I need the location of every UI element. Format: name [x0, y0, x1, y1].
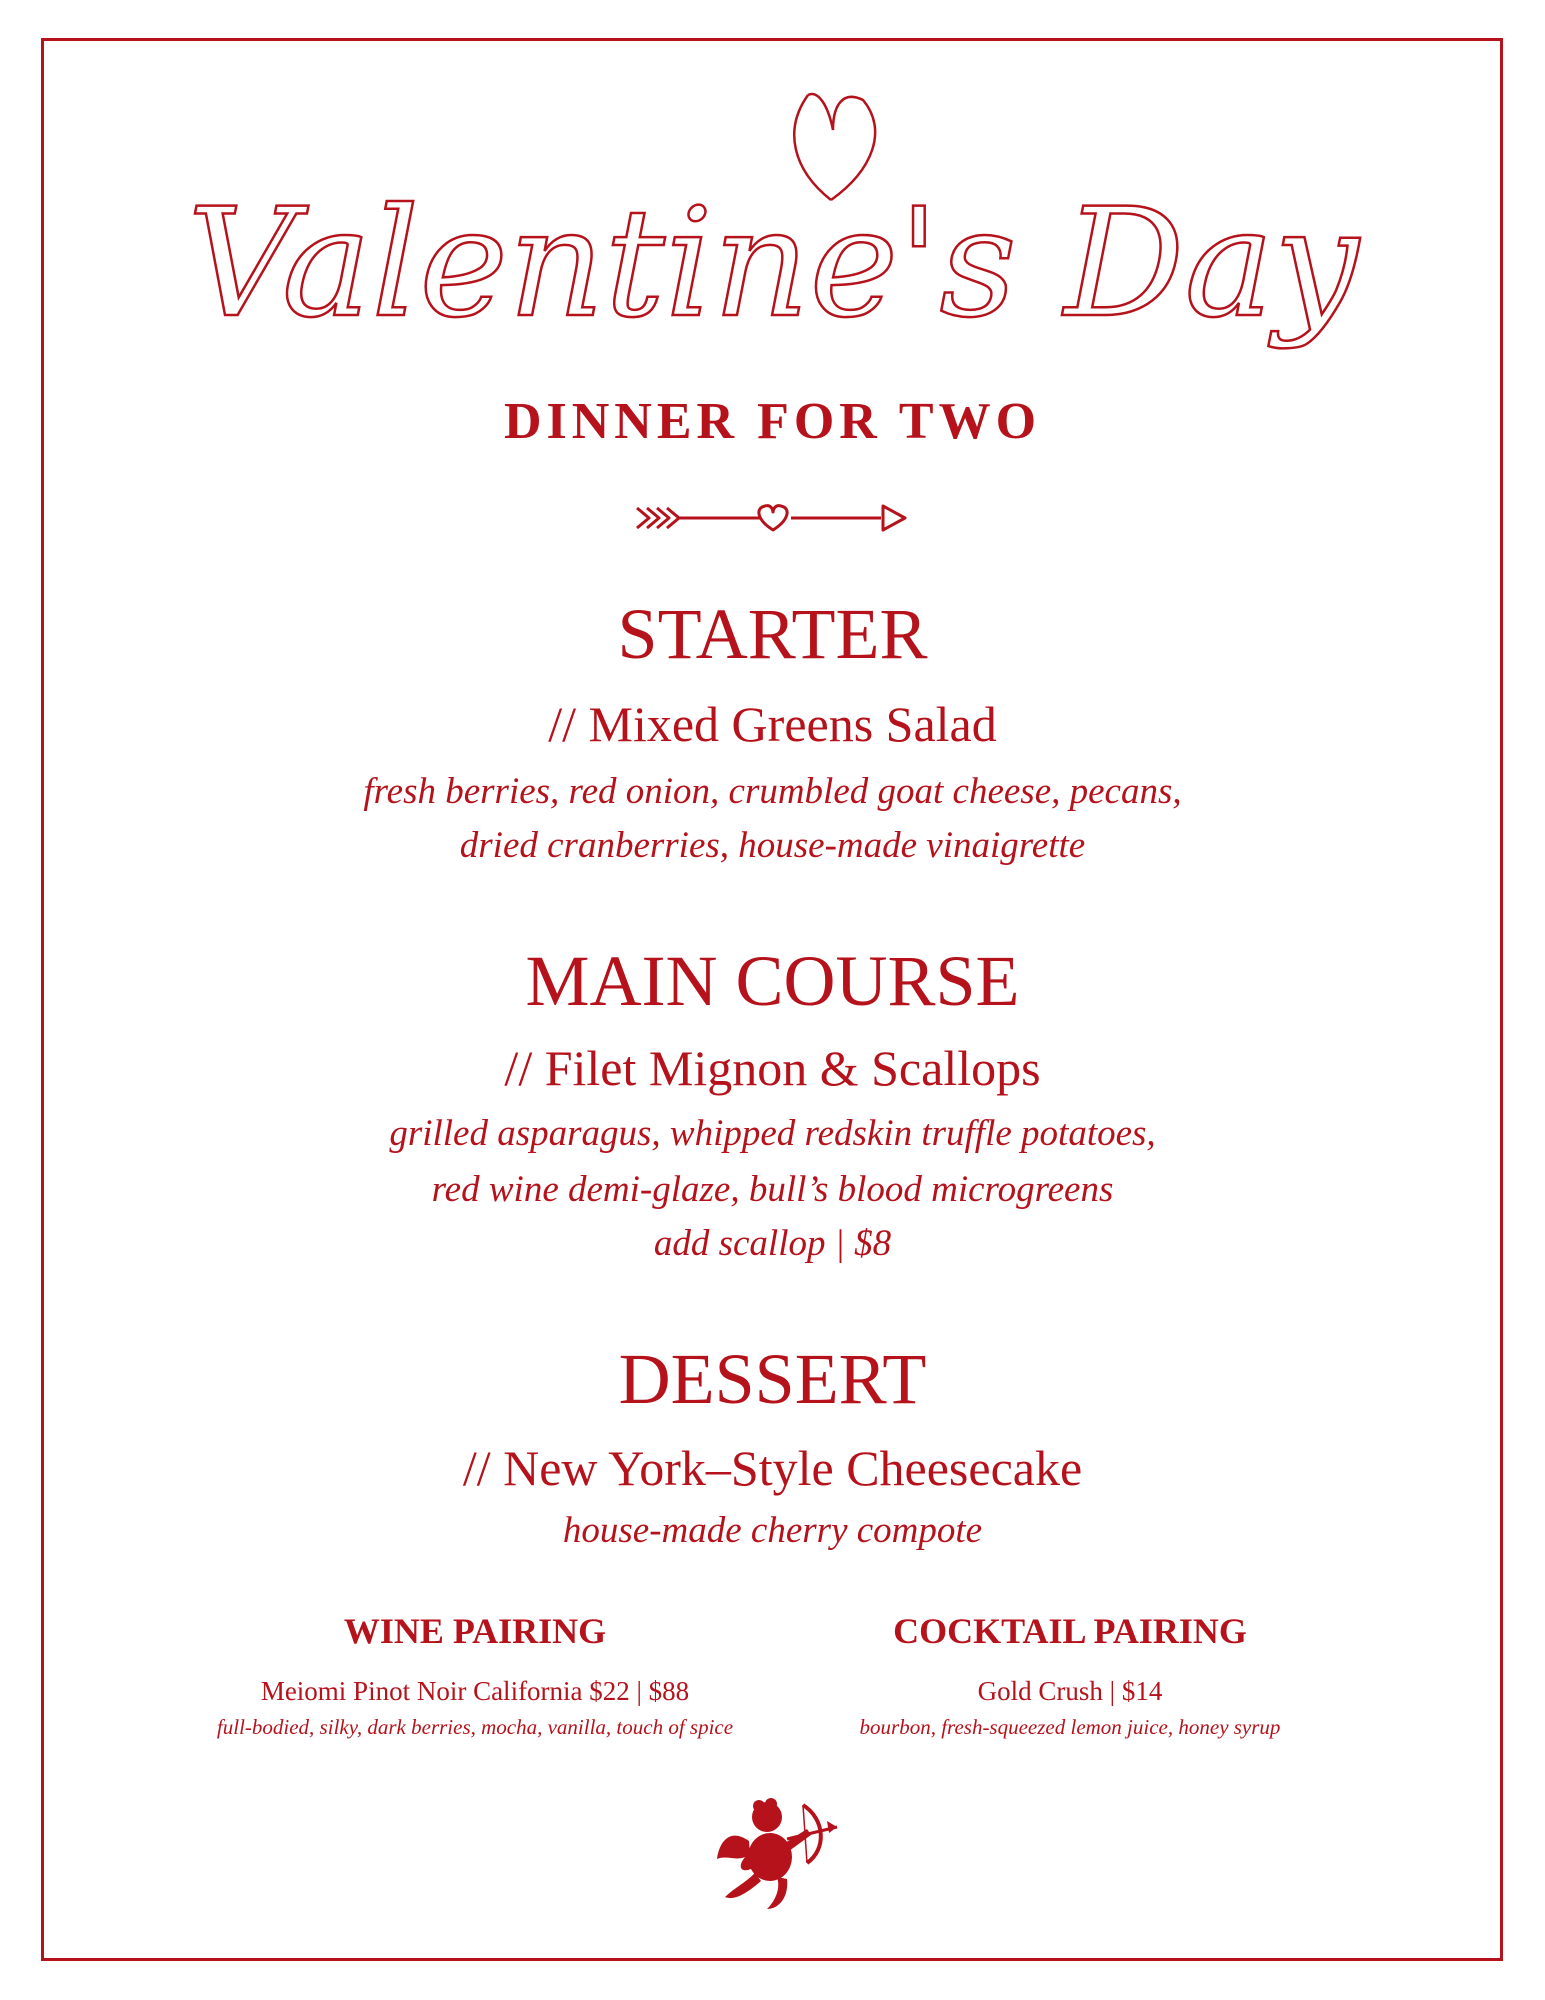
dish-dessert: // New York–Style Cheesecake — [462, 1440, 1083, 1496]
dish-main-course: // Filet Mignon & Scallops — [504, 1040, 1041, 1096]
section-title-dessert: DESSERT — [618, 1339, 927, 1419]
arrow-heart-divider-icon — [0, 498, 1545, 538]
cocktail-pairing-desc: bourbon, fresh-squeezed lemon juice, honey syrup — [859, 1715, 1281, 1739]
wine-pairing-title: WINE PAIRING — [343, 1611, 607, 1651]
wine-pairing-item: Meiomi Pinot Noir California $22 | $88 — [260, 1676, 690, 1706]
desc-main-line-3: add scallop | $8 — [653, 1223, 892, 1264]
section-title-starter: STARTER — [617, 594, 928, 674]
wine-pairing-desc: full-bodied, silky, dark berries, mocha, vanilla, touch of spice — [216, 1715, 734, 1739]
desc-starter-line-1: fresh berries, red onion, crumbled goat cheese, pecans, — [363, 771, 1182, 812]
cocktail-pairing-item: Gold Crush | $14 — [977, 1676, 1163, 1706]
desc-main-line-1: grilled asparagus, whipped redskin truffle potatoes, — [389, 1113, 1156, 1154]
subtitle: DINNER FOR TWO — [503, 393, 1042, 450]
dish-starter: // Mixed Greens Salad — [548, 696, 997, 752]
section-title-main-course: MAIN COURSE — [525, 941, 1020, 1021]
script-title-text: Valentine's Day — [186, 177, 1359, 351]
desc-starter-line-2: dried cranberries, house-made vinaigrette — [459, 825, 1086, 866]
cocktail-pairing — [750, 1610, 1390, 1740]
desc-main-line-2: red wine demi-glaze, bull’s blood microgreens — [431, 1169, 1114, 1210]
script-title — [0, 100, 1545, 400]
wine-pairing — [155, 1610, 795, 1740]
desc-dessert-line-1: house-made cherry compote — [562, 1510, 983, 1551]
cocktail-pairing-title: COCKTAIL PAIRING — [893, 1611, 1247, 1651]
cupid-icon — [715, 1797, 840, 1917]
